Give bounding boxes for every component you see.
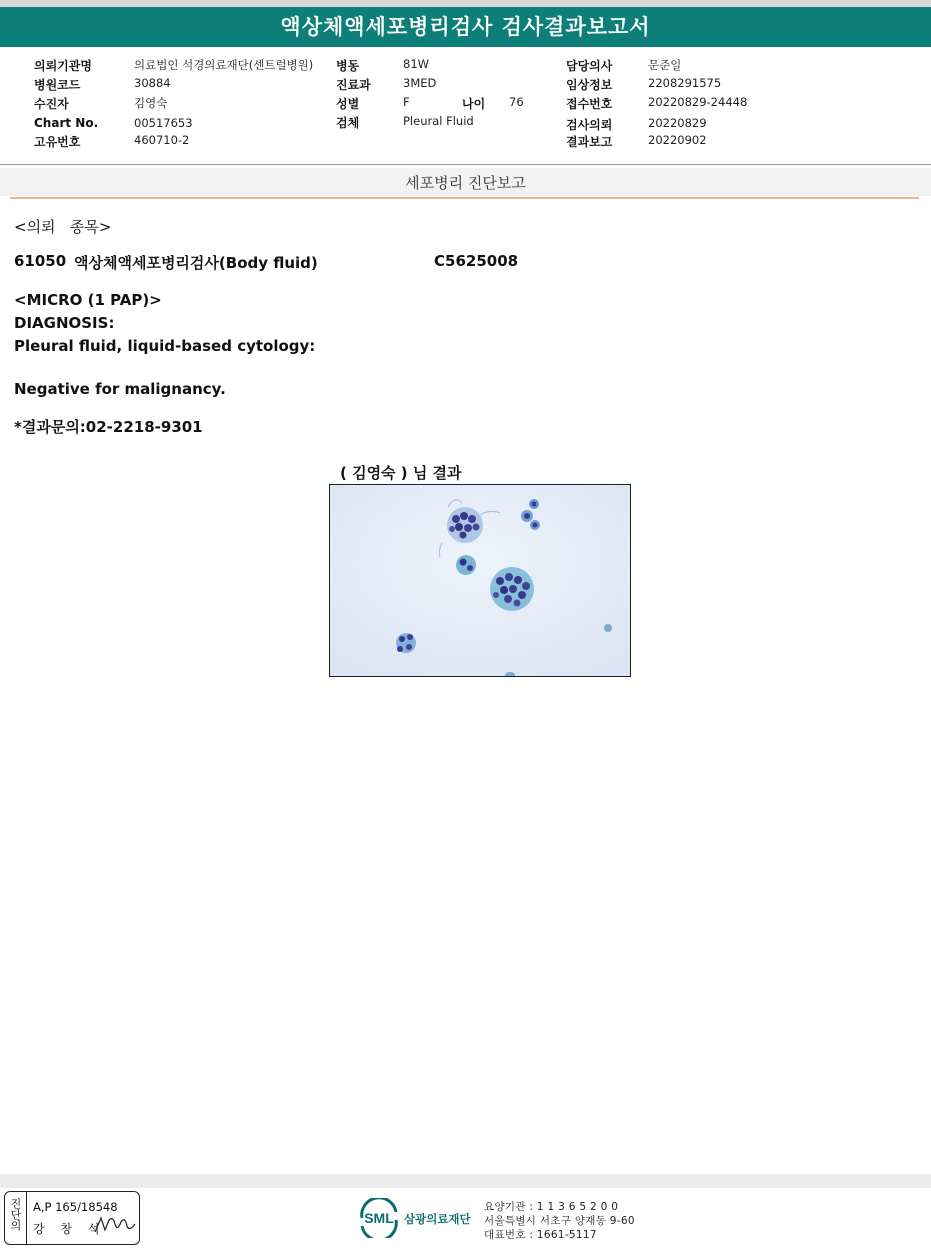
signature-icon: [93, 1214, 137, 1236]
result-value: 20220902: [648, 133, 707, 147]
report-title: 액상체액세포병리검사 검사결과보고서: [0, 7, 931, 47]
hospcode-label: 병원코드: [34, 78, 81, 92]
info-divider: [0, 164, 931, 165]
doctor-label: 담당의사: [566, 59, 613, 73]
footer-bar: [0, 1174, 931, 1188]
test-id: C5625008: [434, 252, 519, 270]
logo-name: 삼광의료재단: [404, 1212, 471, 1226]
diagnosis-label: DIAGNOSIS:: [14, 314, 115, 332]
cytology-micrograph: [330, 485, 630, 676]
result-label: 결과보고: [566, 135, 613, 149]
micro-header: <MICRO (1 PAP)>: [14, 291, 162, 309]
test-code: 61050: [14, 252, 67, 270]
sex-value: F: [403, 95, 410, 109]
patient-value: 김영숙: [134, 96, 168, 110]
request-label: 검사의뢰: [566, 118, 613, 132]
pathologist-stamp: [4, 1191, 140, 1245]
uid-label: 고유번호: [34, 135, 81, 149]
patient-info-block: [0, 47, 931, 164]
org-value: 의료법인 석경의료재단(센트럴병원): [134, 58, 314, 72]
hospcode-value: 30884: [134, 76, 171, 90]
specimen-label: 검체: [336, 116, 360, 130]
chart-label: Chart No.: [34, 116, 99, 130]
chart-value: 00517653: [134, 116, 193, 130]
result-line: Negative for malignancy.: [14, 380, 226, 398]
doctor-value: 문준일: [648, 58, 682, 72]
logo-sml-text: SML: [364, 1210, 394, 1226]
section-rule: [10, 197, 919, 199]
dept-value: 3MED: [403, 76, 437, 90]
clinical-value: 2208291575: [648, 76, 722, 90]
uid-value: 460710-2: [134, 133, 190, 147]
photo-caption: ( 김영숙 ) 님 결과: [340, 464, 462, 482]
stamp-vertical-label: [5, 1192, 27, 1244]
stamp-line2: 강 창 석: [33, 1222, 106, 1236]
stamp-line1: A,P 165/18548: [33, 1200, 118, 1214]
stamp-vertical-text: 진단의: [9, 1198, 22, 1231]
patient-label: 수진자: [34, 97, 69, 111]
clinical-label: 임상정보: [566, 78, 613, 92]
ward-label: 병동: [336, 59, 360, 73]
age-value: 76: [509, 95, 524, 109]
org-label: 의뢰기관명: [34, 59, 92, 73]
request-value: 20220829: [648, 116, 707, 130]
age-label: 나이: [462, 97, 486, 111]
specimen-value: Pleural Fluid: [403, 114, 474, 128]
test-name: 액상체액세포병리검사(Body fluid): [74, 254, 318, 272]
request-header: <의뢰 종목>: [14, 218, 112, 236]
top-border: [0, 0, 931, 7]
addr-line3: 대표번호 : 1661-5117: [484, 1229, 597, 1241]
ward-value: 81W: [403, 57, 430, 71]
addr-line2: 서울특별시 서초구 양재동 9-60: [484, 1215, 635, 1227]
specimen-line: Pleural fluid, liquid-based cytology:: [14, 337, 316, 355]
receipt-label: 접수번호: [566, 97, 613, 111]
sex-label: 성별: [336, 97, 360, 111]
dept-label: 진료과: [336, 78, 371, 92]
cytology-image: [329, 484, 631, 677]
section-title: 세포병리 진단보고: [405, 174, 526, 192]
contact-line: *결과문의:02-2218-9301: [14, 418, 203, 436]
receipt-value: 20220829-24448: [648, 95, 748, 109]
sml-logo-icon: [356, 1198, 402, 1238]
addr-line1: 요양기관 : 1 1 3 6 5 2 0 0: [484, 1201, 619, 1213]
